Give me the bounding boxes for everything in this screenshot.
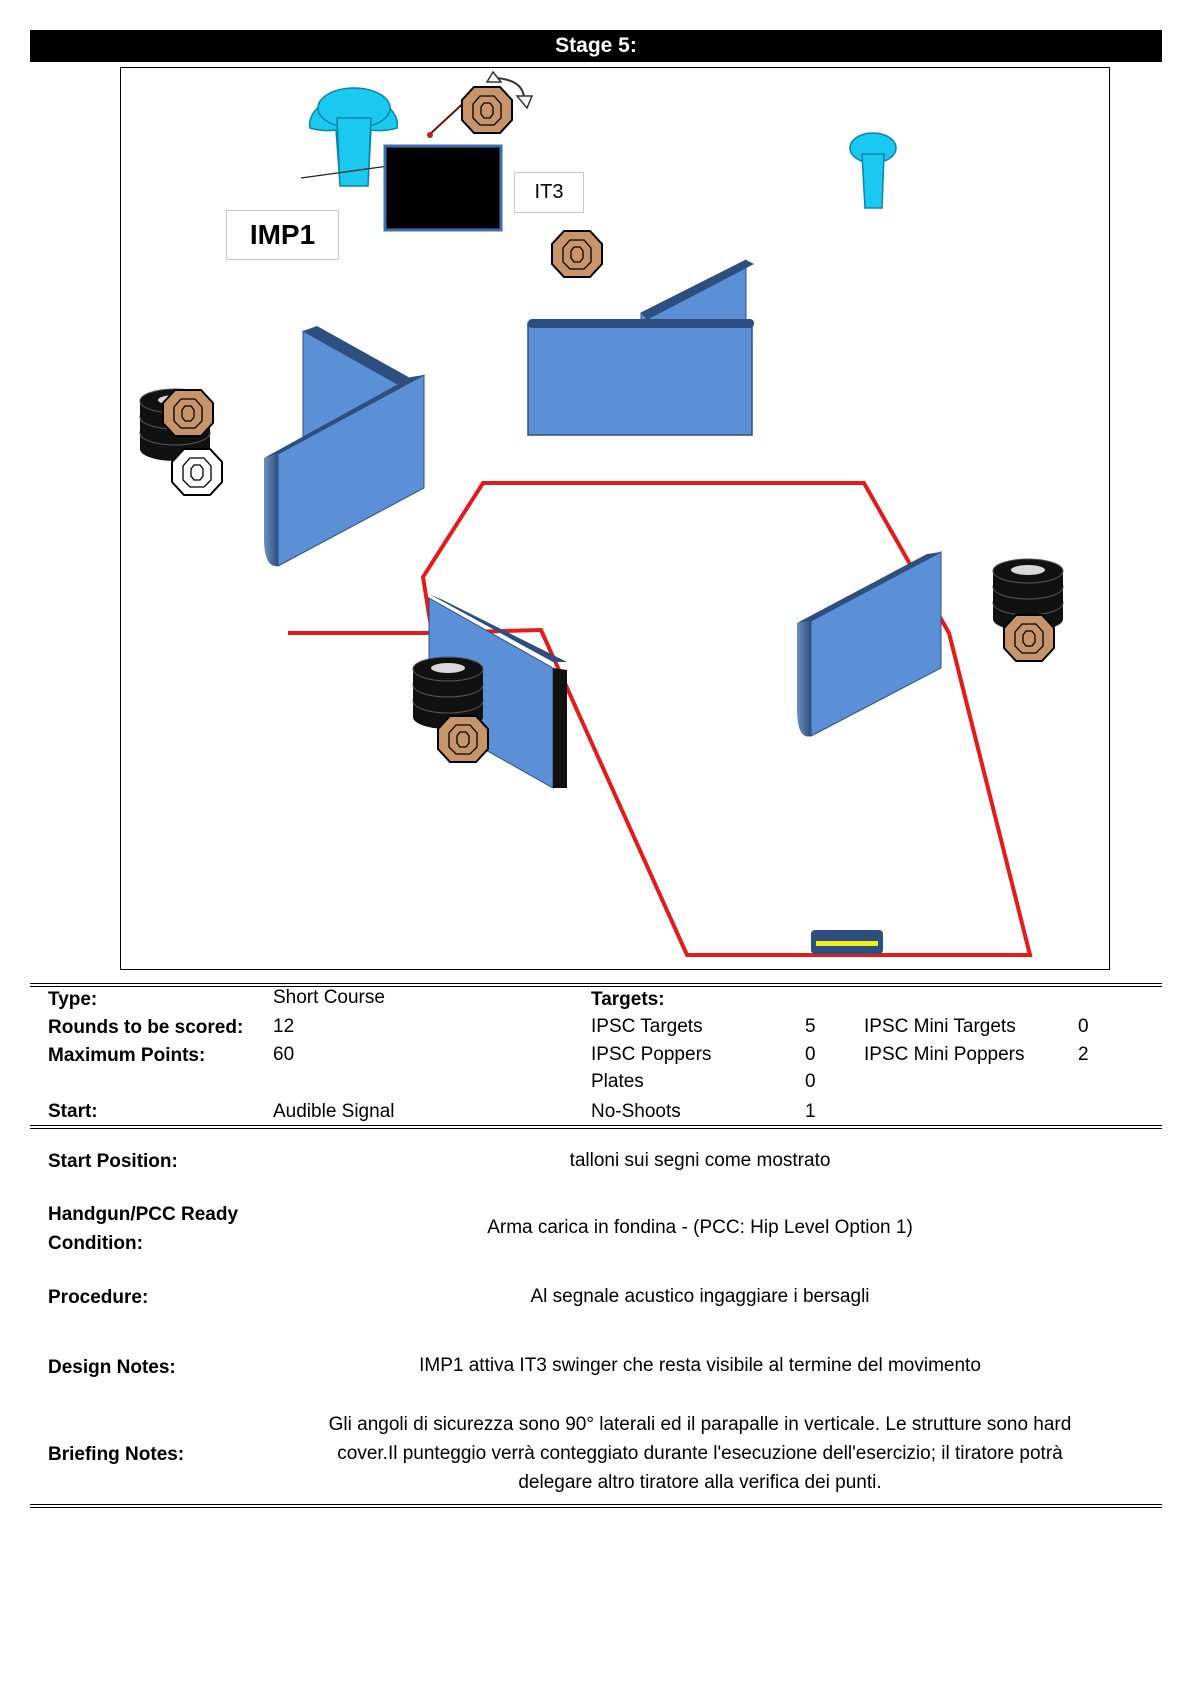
wall-right <box>797 552 941 736</box>
design-notes-label: Design Notes: <box>48 1357 176 1378</box>
wall-upper-right <box>528 260 754 435</box>
label-it3: IT3 <box>514 172 584 213</box>
plates-value: 0 <box>805 1071 816 1092</box>
stage-diagram <box>120 67 1110 970</box>
type-label: Type: <box>48 989 98 1010</box>
stage-diagram-drawing <box>121 68 1108 968</box>
popper-right <box>850 133 896 208</box>
ipsc-targets-label: IPSC Targets <box>591 1016 703 1037</box>
swinger-target-it3 <box>462 87 512 133</box>
points-label: Maximum Points: <box>48 1045 206 1066</box>
target-right <box>1004 615 1054 661</box>
start-position-label: Start Position: <box>48 1151 178 1172</box>
ready-value: Arma carica in fondina - (PCC: Hip Level Option 1) <box>487 1217 913 1238</box>
ready-label-line2: Condition: <box>48 1233 143 1254</box>
briefing-line-3: delegare altro tiratore alla verifica dei punti. <box>518 1472 882 1493</box>
label-imp1: IMP1 <box>226 210 339 260</box>
briefing-line-2: cover.Il punteggio verrà conteggiato durante l'esecuzione dell'esercizio; il tiratore potrà <box>337 1443 1063 1464</box>
plates-label: Plates <box>591 1071 644 1092</box>
start-value: Audible Signal <box>273 1101 395 1122</box>
target-top-center <box>552 231 602 277</box>
details-bottom-rule <box>30 1504 1162 1508</box>
ipsc-poppers-value: 0 <box>805 1044 816 1065</box>
ready-label-line1: Handgun/PCC Ready <box>48 1204 239 1225</box>
no-shoot-left <box>172 449 222 495</box>
ipsc-poppers-label: IPSC Poppers <box>591 1044 712 1065</box>
fault-line <box>288 483 1030 955</box>
procedure-label: Procedure: <box>48 1287 149 1308</box>
info-bottom-rule <box>30 1125 1162 1129</box>
wall-left-v <box>264 326 424 566</box>
rounds-label: Rounds to be scored: <box>48 1017 244 1038</box>
no-shoots-value: 1 <box>805 1101 816 1122</box>
start-label: Start: <box>48 1101 98 1122</box>
ipsc-targets-value: 5 <box>805 1016 816 1037</box>
start-position-value: talloni sui segni come mostrato <box>569 1150 831 1171</box>
mini-targets-label: IPSC Mini Targets <box>864 1016 1016 1037</box>
mini-targets-value: 0 <box>1078 1016 1089 1037</box>
rounds-value: 12 <box>273 1016 295 1037</box>
targets-header: Targets: <box>591 989 665 1010</box>
type-value: Short Course <box>273 987 385 1008</box>
briefing-line-1: Gli angoli di sicurezza sono 90° laterali ed il parapalle in verticale. Le strutture sono hard <box>328 1414 1072 1435</box>
stage-title: Stage 5: <box>30 30 1162 62</box>
points-value: 60 <box>273 1044 295 1065</box>
procedure-value: Al segnale acustico ingaggiare i bersagli <box>530 1286 870 1307</box>
mini-poppers-label: IPSC Mini Poppers <box>864 1044 1025 1065</box>
no-shoots-label: No-Shoots <box>591 1101 681 1122</box>
target-left <box>163 390 213 436</box>
info-top-rule <box>30 983 1162 987</box>
activator-imp1 <box>385 146 501 230</box>
design-notes-value: IMP1 attiva IT3 swinger che resta visibile al termine del movimento <box>419 1355 981 1376</box>
target-center-lower <box>438 716 488 762</box>
mini-poppers-value: 2 <box>1078 1044 1089 1065</box>
briefing-notes-label: Briefing Notes: <box>48 1444 185 1465</box>
start-position-marker <box>811 930 883 954</box>
